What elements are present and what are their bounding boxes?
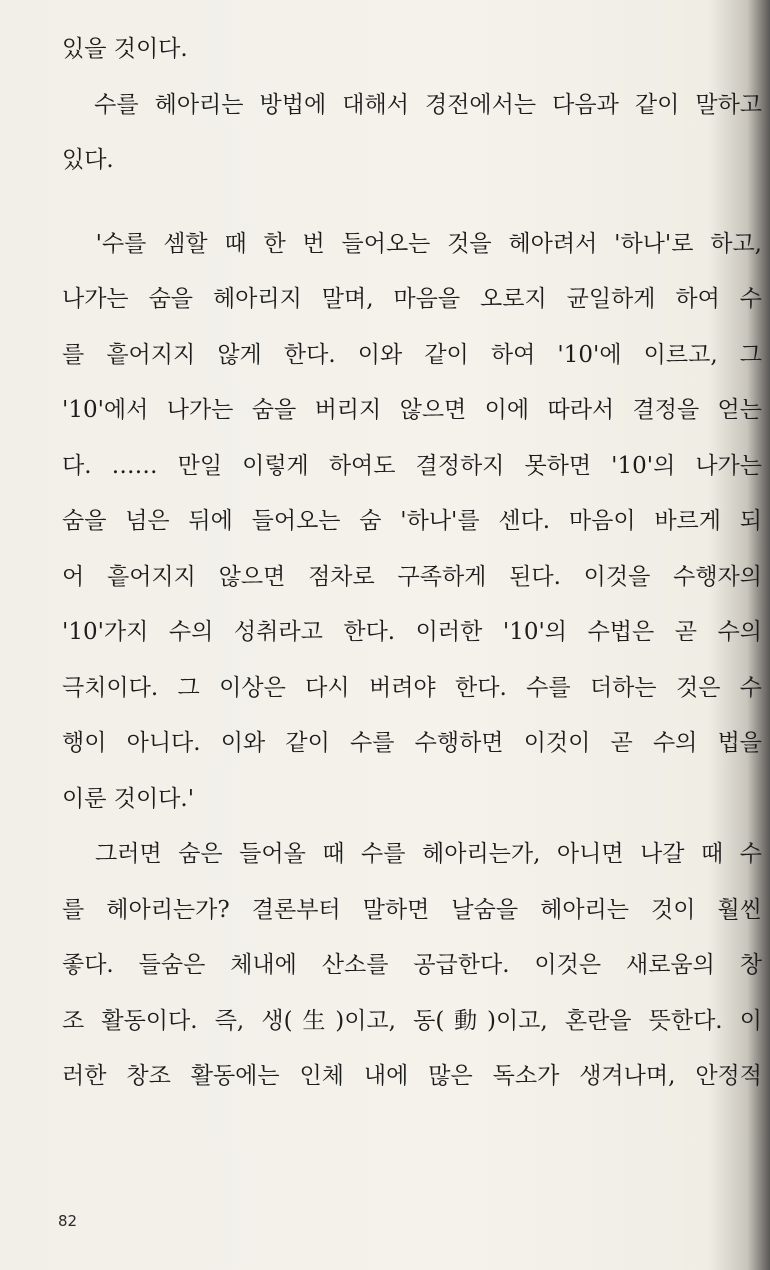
text-line: 극치이다. 그 이상은 다시 버려야 한다. 수를 더하는 것은 수: [62, 674, 762, 701]
body-text: [62, 22, 762, 1105]
text-line: '수를 셈할 때 한 번 들어오는 것을 헤아려서 '하나'로 하고,: [62, 230, 762, 257]
text-line: 있다.: [62, 147, 114, 173]
text-line: 를 흩어지지 않게 한다. 이와 같이 하여 '10'에 이르고, 그: [62, 341, 762, 368]
paragraph-3-quote: [62, 217, 762, 828]
text-line: 어 흩어지지 않으면 점차로 구족하게 된다. 이것을 수행자의: [62, 563, 762, 590]
text-line: 그러면 숨은 들어올 때 수를 헤아리는가, 아니면 나갈 때 수: [62, 841, 762, 867]
paragraph-gap: [62, 189, 762, 217]
text-line: 있을 것이다.: [62, 36, 188, 62]
text-line: 좋다. 들숨은 체내에 산소를 공급한다. 이것은 새로움의 창: [62, 952, 762, 978]
text-line: 숨을 넘은 뒤에 들어오는 숨 '하나'를 센다. 마음이 바르게 되: [62, 508, 762, 534]
text-line: 러한 창조 활동에는 인체 내에 많은 독소가 생겨나며, 안정적: [62, 1063, 762, 1089]
text-line: 수를 헤아리는 방법에 대해서 경전에서는 다음과 같이 말하고: [62, 91, 762, 118]
page-number: 82: [58, 1212, 78, 1230]
paragraph-1: [62, 22, 762, 78]
paragraph-2: [62, 78, 762, 189]
text-line: 행이 아니다. 이와 같이 수를 수행하면 이것이 곧 수의 법을: [62, 730, 762, 756]
text-line: '10'에서 나가는 숨을 버리지 않으면 이에 따라서 결정을 얻는: [62, 397, 762, 423]
text-line: 이룬 것이다.': [62, 785, 195, 812]
text-line: 조 활동이다. 즉, 생(生)이고, 동(動)이고, 혼란을 뜻한다. 이: [62, 1007, 762, 1034]
text-line: 나가는 숨을 헤아리지 말며, 마음을 오로지 균일하게 하여 수: [62, 286, 762, 312]
paragraph-4: [62, 827, 762, 1105]
text-line: 를 헤아리는가? 결론부터 말하면 날숨을 헤아리는 것이 훨씬: [62, 896, 762, 923]
text-line: '10'가지 수의 성취라고 한다. 이러한 '10'의 수법은 곧 수의: [62, 619, 762, 645]
text-line: 다. …… 만일 이렇게 하여도 결정하지 못하면 '10'의 나가는: [62, 452, 762, 479]
